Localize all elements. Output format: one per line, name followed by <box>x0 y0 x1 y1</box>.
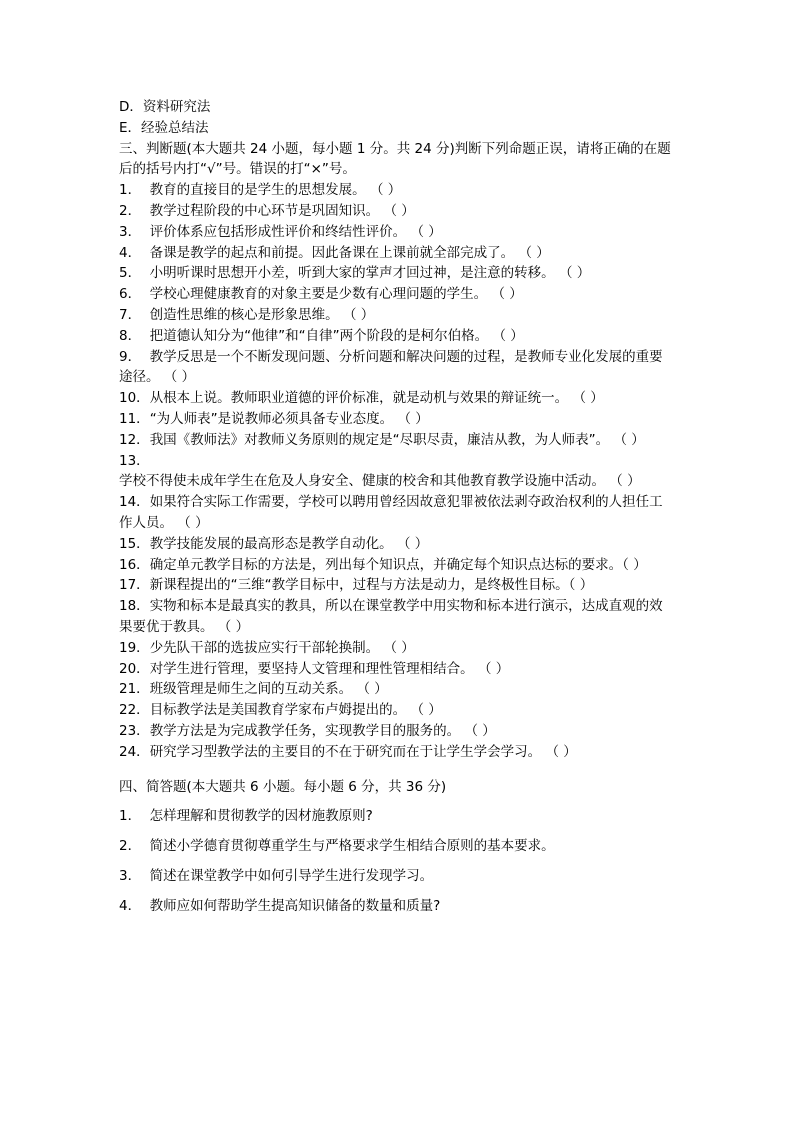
section3-heading: 三、判断题(本大题共 24 小题，每小题 1 分。共 24 分)判断下列命题正误，请将正确的在题后的括号内打“√”号。错误的打“×”号。 <box>119 140 671 178</box>
item-text: 怎样理解和贯彻教学的因材施教原则? <box>149 808 373 825</box>
true-false-item <box>119 555 671 576</box>
true-false-item <box>119 430 671 451</box>
item-text: 简述在课堂教学中如何引导学生进行发现学习。 <box>149 867 434 884</box>
item-number: 4． <box>119 244 150 261</box>
short-answer-item <box>119 866 671 887</box>
item-text: 实物和标本是最真实的教具，所以在课堂教学中用实物和标本进行演示，达成直观的效果要优于教具。 （ ） <box>119 598 663 635</box>
true-false-item <box>119 596 671 638</box>
short-answer-item <box>119 896 671 917</box>
true-false-item <box>119 263 671 284</box>
item-number: 3． <box>119 223 150 240</box>
item-text: 我国《教师法》对教师义务原则的规定是“尽职尽责，廉洁从教，为人师表”。 （ ） <box>149 431 645 448</box>
true-false-item <box>119 243 671 264</box>
true-false-item <box>119 388 671 409</box>
item-text: 小明听课时思想开小差，听到大家的掌声才回过神，是注意的转移。 （ ） <box>149 265 591 282</box>
true-false-item <box>119 742 671 763</box>
section4-heading: 四、简答题(本大题共 6 小题。每小题 6 分，共 36 分) <box>119 778 447 795</box>
item-text: 研究学习型教学法的主要目的不在于研究而在于让学生学会学习。 （ ） <box>149 743 577 760</box>
item-number: 21． <box>119 681 150 698</box>
item-text: 对学生进行管理，要坚持人文管理和理性管理相结合。 （ ） <box>149 660 510 677</box>
true-false-item <box>119 492 671 534</box>
item-text: 评价体系应包括形成性评价和终结性评价。 （ ） <box>149 223 442 240</box>
true-false-item <box>119 638 671 659</box>
short-answer-list <box>119 806 671 916</box>
item-number: 1． <box>119 808 150 825</box>
item-number: 16． <box>119 556 150 573</box>
item-text: 少先队干部的选拔应实行干部轮换制。 （ ） <box>149 639 415 656</box>
true-false-item <box>119 326 671 347</box>
item-number: 15． <box>119 535 150 552</box>
item-text: 确定单元教学目标的方法是，列出每个知识点，并确定每个知识点达标的要求。（ ） <box>149 556 647 573</box>
item-number: 5． <box>119 265 150 282</box>
item-text: 教学过程阶段的中心环节是巩固知识。 （ ） <box>149 202 415 219</box>
document-page <box>119 97 671 916</box>
item-number: 23． <box>119 722 150 739</box>
item-text: 从根本上说。教师职业道德的评价标准，就是动机与效果的辩证统一。 （ ） <box>149 390 604 407</box>
option-e: E．经验总结法 <box>119 119 209 136</box>
item-number: 19． <box>119 639 150 656</box>
true-false-item <box>119 284 671 305</box>
item-number: 24． <box>119 743 150 760</box>
item-text: 创造性思维的核心是形象思维。 （ ） <box>149 306 375 323</box>
true-false-item <box>119 305 671 326</box>
item-number: 11． <box>119 410 150 427</box>
true-false-list <box>119 180 671 762</box>
item-number: 6． <box>119 286 150 303</box>
true-false-item <box>119 201 671 222</box>
true-false-item <box>119 679 671 700</box>
item-text: 教育的直接目的是学生的思想发展。 （ ） <box>149 182 402 199</box>
item-text: 把道德认知分为“他律”和“自律”两个阶段的是柯尔伯格。 （ ） <box>149 327 524 344</box>
item-text: 教师应如何帮助学生提高知识储备的数量和质量? <box>149 897 441 914</box>
true-false-item <box>119 575 671 596</box>
option-d: D．资料研究法 <box>119 99 211 115</box>
item-text: 学校不得使未成年学生在危及人身安全、健康的校舍和其他教育教学设施中活动。 （ ） <box>119 473 641 490</box>
item-text: 教学反思是一个不断发现问题、分析问题和解决问题的过程，是教师专业化发展的重要途径。 （ ） <box>119 348 663 386</box>
true-false-item <box>119 347 671 389</box>
true-false-item <box>119 180 671 201</box>
item-text: “为人师表”是说教师必须具备专业态度。 （ ） <box>149 410 429 427</box>
item-number: 7． <box>119 306 150 323</box>
true-false-item <box>119 451 671 493</box>
item-number: 8． <box>119 327 150 344</box>
item-text: 备课是教学的起点和前提。因此备课在上课前就全部完成了。 （ ） <box>149 244 550 261</box>
item-number: 18． <box>119 598 150 615</box>
item-number: 10． <box>119 390 150 407</box>
item-number: 13． <box>119 452 150 469</box>
item-number: 14． <box>119 494 150 511</box>
item-number: 2． <box>119 202 150 219</box>
item-number: 12． <box>119 431 150 448</box>
item-text: 简述小学德育贯彻尊重学生与严格要求学生相结合原则的基本要求。 <box>149 838 555 855</box>
true-false-item <box>119 222 671 243</box>
item-number: 22． <box>119 702 150 719</box>
true-false-item <box>119 409 671 430</box>
true-false-item <box>119 534 671 555</box>
item-number: 20． <box>119 660 150 677</box>
item-number: 17． <box>119 577 150 594</box>
item-text: 如果符合实际工作需要，学校可以聘用曾经因故意犯罪被依法剥夺政治权利的人担任工作人员。 （ ） <box>119 494 663 531</box>
item-text: 教学方法是为完成教学任务，实现教学目的服务的。 （ ） <box>149 722 496 739</box>
short-answer-item <box>119 806 671 827</box>
item-text: 目标教学法是美国教育学家布卢姆提出的。 （ ） <box>149 702 442 719</box>
item-text: 教学技能发展的最高形态是教学自动化。 （ ） <box>149 535 429 552</box>
item-number: 3． <box>119 867 150 884</box>
item-number: 2． <box>119 838 150 855</box>
item-number: 9． <box>119 348 150 365</box>
item-number: 1． <box>119 182 150 199</box>
short-answer-item <box>119 836 671 857</box>
item-text: 学校心理健康教育的对象主要是少数有心理问题的学生。 （ ） <box>149 286 523 303</box>
true-false-item <box>119 700 671 721</box>
item-number: 4． <box>119 897 150 914</box>
true-false-item <box>119 659 671 680</box>
item-text: 班级管理是师生之间的互动关系。 （ ） <box>149 681 388 698</box>
item-text: 新课程提出的“三维“教学目标中，过程与方法是动力，是终极性目标。（ ） <box>149 577 594 594</box>
true-false-item <box>119 721 671 742</box>
